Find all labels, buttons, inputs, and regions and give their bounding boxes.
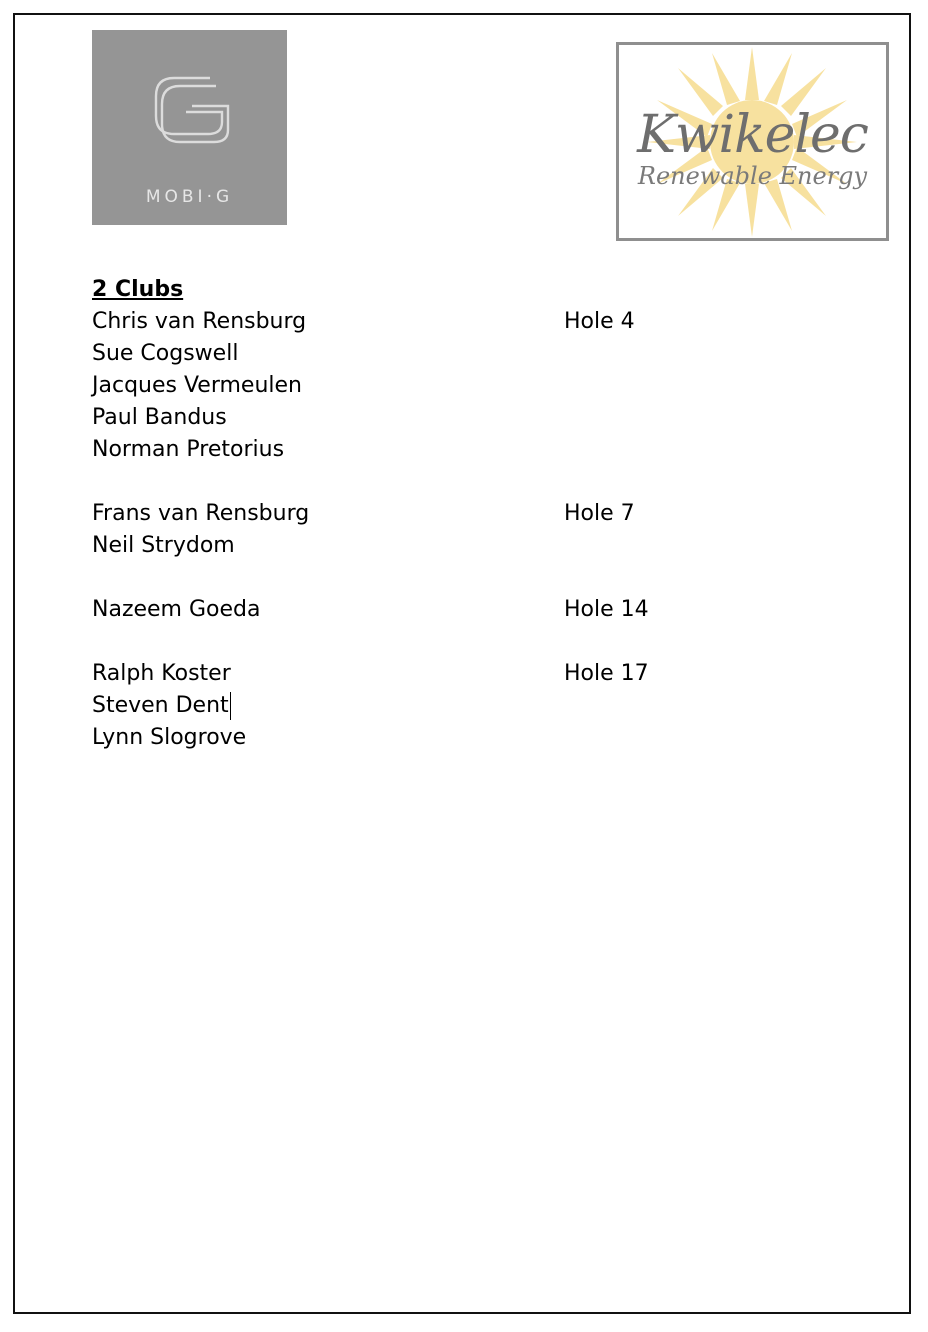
section-heading: 2 Clubs (92, 277, 184, 302)
mobig-brand-text: MOBI·G (145, 187, 234, 207)
group-hole-17 (92, 658, 852, 754)
player-name: Chris van Rensburg (92, 309, 307, 334)
player-name: Norman Pretorius (92, 437, 285, 462)
kwikelec-tagline: Renewable Energy (637, 162, 868, 190)
player-name: Frans van Rensburg (92, 501, 310, 526)
document-body (92, 274, 852, 786)
player-name: Jacques Vermeulen (92, 373, 302, 398)
player-name: Paul Bandus (92, 405, 227, 430)
player-name: Neil Strydom (92, 533, 235, 558)
hole-label: Hole 7 (564, 501, 635, 526)
hole-label: Hole 4 (564, 309, 635, 334)
group-hole-7 (92, 498, 852, 562)
mobig-logo (92, 30, 287, 225)
player-name: Sue Cogswell (92, 341, 239, 366)
player-name: Lynn Slogrove (92, 725, 247, 750)
kwikelec-brand-text: Kwikelec (637, 105, 868, 165)
group-hole-4 (92, 306, 852, 466)
player-name: Steven Dent (92, 693, 229, 718)
group-hole-14 (92, 594, 852, 626)
hole-label: Hole 14 (564, 597, 649, 622)
player-name-with-cursor[interactable] (92, 690, 231, 722)
kwikelec-logo (616, 42, 889, 241)
hole-label: Hole 17 (564, 661, 649, 686)
text-cursor (230, 692, 232, 720)
player-name: Ralph Koster (92, 661, 231, 686)
player-name: Nazeem Goeda (92, 597, 261, 622)
